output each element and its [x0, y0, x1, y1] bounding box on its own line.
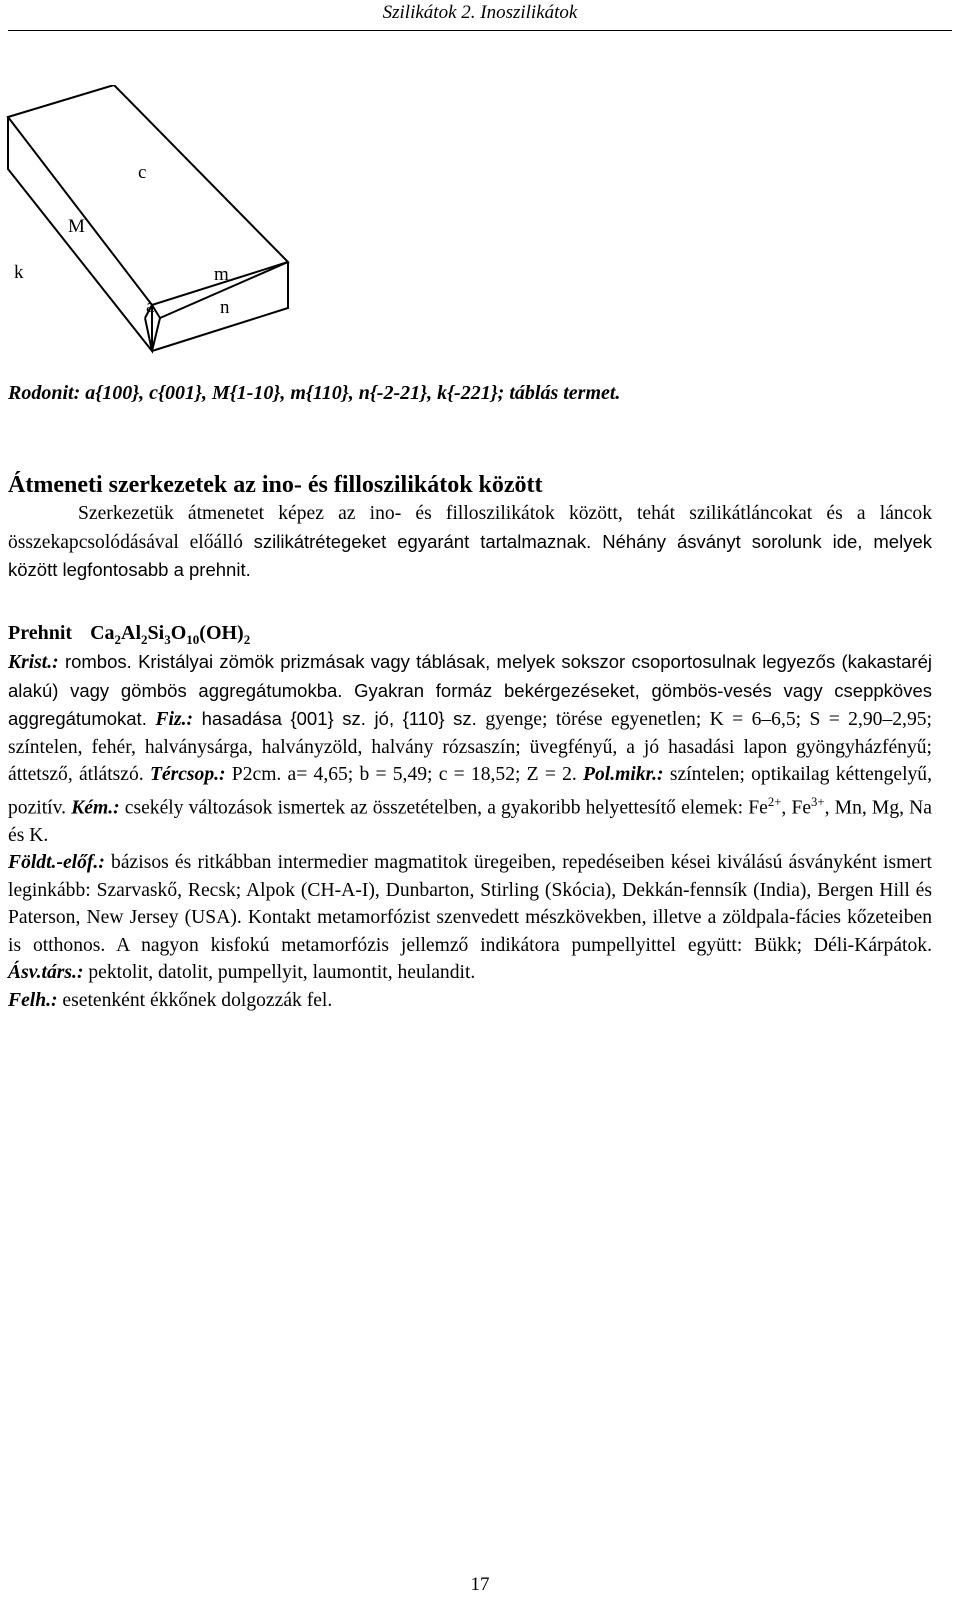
- face-label-a: a: [146, 296, 155, 317]
- text-asvtars: pektolit, datolit, pumpellyit, laumontit, heulandit.: [83, 962, 476, 984]
- text-kem-2: , Fe: [781, 797, 812, 819]
- text-polmikr: színtelen; optikailag kéttengelyű, pozitív.: [8, 764, 932, 819]
- face-label-m: m: [214, 264, 229, 285]
- label-kem: Kém.:: [71, 797, 120, 819]
- figure-caption: Rodonit: a{100}, c{001}, M{1-10}, m{110}, n{-2-21}, k{-221}; táblás termet.: [8, 382, 621, 404]
- face-label-M: M: [68, 216, 85, 237]
- label-asvtars: Ásv.társ.:: [8, 962, 84, 984]
- superscript-fe2: 2+: [767, 794, 782, 809]
- mineral-description: [8, 648, 932, 1014]
- page-number: 17: [470, 1574, 490, 1595]
- mineral-formula: $Ca_2Al_2Si_3O_{10}(OH)_2$: [90, 622, 251, 647]
- superscript-fe3: 3+: [811, 794, 825, 809]
- mineral-name: Prehnit: [8, 622, 73, 644]
- header-rule: [8, 30, 952, 31]
- face-c: [8, 85, 288, 305]
- intro-text-serif: Szerkezetük átmenetet képez az ino- és filloszilikátok között, tehát szilikátláncokat és a láncok összekapcsolódásával előálló: [8, 503, 932, 553]
- rhodonite-crystal-drawing: [0, 85, 340, 365]
- face-label-n: n: [220, 297, 230, 318]
- text-felh: esetenként ékkőnek dolgozzák fel.: [57, 989, 333, 1011]
- mineral-heading: [8, 622, 250, 648]
- label-foldt: Földt.-előf.:: [8, 852, 105, 874]
- label-krist: Krist.:: [8, 652, 59, 673]
- text-krist: rombos. Kristályai zömök prizmásak vagy táblásak, melyek sokszor csoportosulnak legyezős (kakastaréj alakú) vagy gömbös aggregátumokba. Gyakran formáz bekérgezéseket, gömbös-vesés vagy cseppköves aggregátumokat.: [8, 651, 932, 729]
- label-fiz: Fiz.:: [155, 709, 194, 730]
- face-label-k: k: [14, 262, 24, 283]
- text-kem-1: csekély változások ismertek az összetételben, a gyakoribb helyettesítő elemek: Fe: [119, 797, 768, 819]
- intro-text-sans: szilikátrétegeket egyaránt tartalmaznak. Néhány ásványt sorolunk ide, melyek között legfontosabb a prehnit.: [8, 530, 932, 580]
- label-felh: Felh.:: [8, 989, 58, 1011]
- face-label-c: c: [138, 162, 147, 183]
- text-kem-3: , Mn, Mg, Na és K.: [8, 797, 932, 846]
- text-fiz: hasadása {001} sz. jó, {110} sz.: [193, 708, 486, 729]
- label-polmikr: Pol.mikr.:: [583, 764, 664, 785]
- label-tercsop: Tércsop.:: [149, 764, 226, 785]
- intro-paragraph: [8, 500, 932, 585]
- text-foldt: bázisos és ritkábban intermedier magmatitok üregeiben, repedéseiben kései kiválású ásványként ismert leginkább: Szarvaskő, Recsk; Alpok (CH-A-I), Dunbarton, Stirling (Skócia), Dekkán-fennsík (India), Bergen Hill és Paterson, New Jersey (USA). Kontakt metamorfózist szenvedett mészkövekben, illetve a zöldpala-fácies kőzeteiben is otthonos. A nagyon kisfokú metamorfózis jellemző indikátora pumpellyittel együtt: Bükk; Déli-Kárpátok.: [8, 852, 932, 956]
- text-fiz-2: gyenge; törése egyenetlen; K = 6–6,5; S = 2,90–2,95; színtelen, fehér, halványsárga, halványzöld, halvány rózsaszín; üvegfényű, a jó hasadási lapon gyöngyházfényű; áttetsző, átlátszó.: [8, 709, 932, 785]
- section-title: Átmeneti szerkezetek az ino- és filloszilikátok között: [8, 472, 543, 498]
- text-tercsop: P2cm. a= 4,65; b = 5,49; c = 18,52; Z = 2.: [225, 764, 584, 785]
- running-header: Szilikátok 2. Inoszilikátok: [382, 2, 578, 23]
